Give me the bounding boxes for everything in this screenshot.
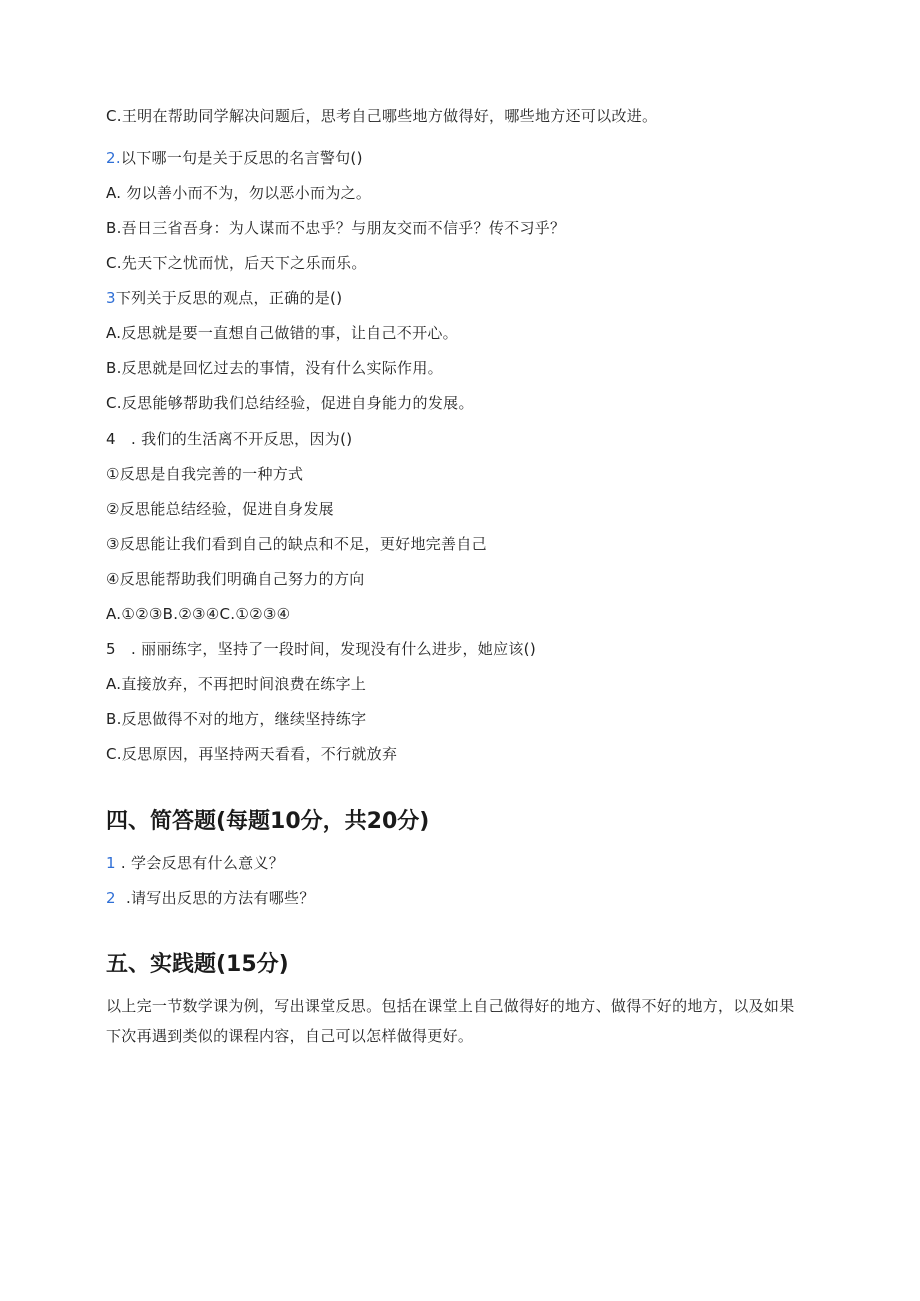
question-4: 4 . 我们的生活离不开反思，因为() xyxy=(106,430,353,448)
option-c-q1: C.王明在帮助同学解决问题后，思考自己哪些地方做得好，哪些地方还可以改进。 xyxy=(106,107,658,125)
option-a-q2: A. 勿以善小而不为，勿以恶小而为之。 xyxy=(106,184,372,202)
statement-2: ②反思能总结经验，促进自身发展 xyxy=(106,500,334,518)
option-c-q3: C.反思能够帮助我们总结经验，促进自身能力的发展。 xyxy=(106,394,474,412)
practice-question: 以上完一节数学课为例，写出课堂反思。包括在课堂上自己做得好的地方、做得不好的地方，以及如果下次再遇到类似的课程内容，自己可以怎样做得更好。 xyxy=(106,997,795,1045)
option-c-q2: C.先天下之忧而忧，后天下之乐而乐。 xyxy=(106,254,367,272)
option-a-q5: A.直接放弃，不再把时间浪费在练字上 xyxy=(106,675,367,693)
statement-1: ①反思是自我完善的一种方式 xyxy=(106,465,304,483)
option-b-q2: B.吾日三省吾身：为人谋而不忠乎？与朋友交而不信乎？传不习乎？ xyxy=(106,219,566,237)
short-answer-2: 2 .请写出反思的方法有哪些？ xyxy=(106,889,315,907)
option-b-q3: B.反思就是回忆过去的事情，没有什么实际作用。 xyxy=(106,359,443,377)
question-3: 3下列关于反思的观点，正确的是() xyxy=(106,289,343,307)
statement-4: ④反思能帮助我们明确自己努力的方向 xyxy=(106,570,365,588)
section-5-heading: 五、实践题(15分) xyxy=(106,952,289,977)
statement-3: ③反思能让我们看到自己的缺点和不足，更好地完善自己 xyxy=(106,535,487,553)
short-answer-1: 1 . 学会反思有什么意义？ xyxy=(106,854,285,872)
options-q4: A.①②③B.②③④C.①②③④ xyxy=(106,605,291,623)
section-4-heading: 四、简答题(每题10分，共20分) xyxy=(106,809,430,834)
question-5: 5 . 丽丽练字，坚持了一段时间，发现没有什么进步，她应该() xyxy=(106,640,536,658)
option-a-q3: A.反思就是要一直想自己做错的事，让自己不开心。 xyxy=(106,324,458,342)
option-b-q5: B.反思做得不对的地方，继续坚持练字 xyxy=(106,710,367,728)
option-c-q5: C.反思原因，再坚持两天看看，不行就放弃 xyxy=(106,745,398,763)
question-2: 2.以下哪一句是关于反思的名言警句() xyxy=(106,149,363,167)
